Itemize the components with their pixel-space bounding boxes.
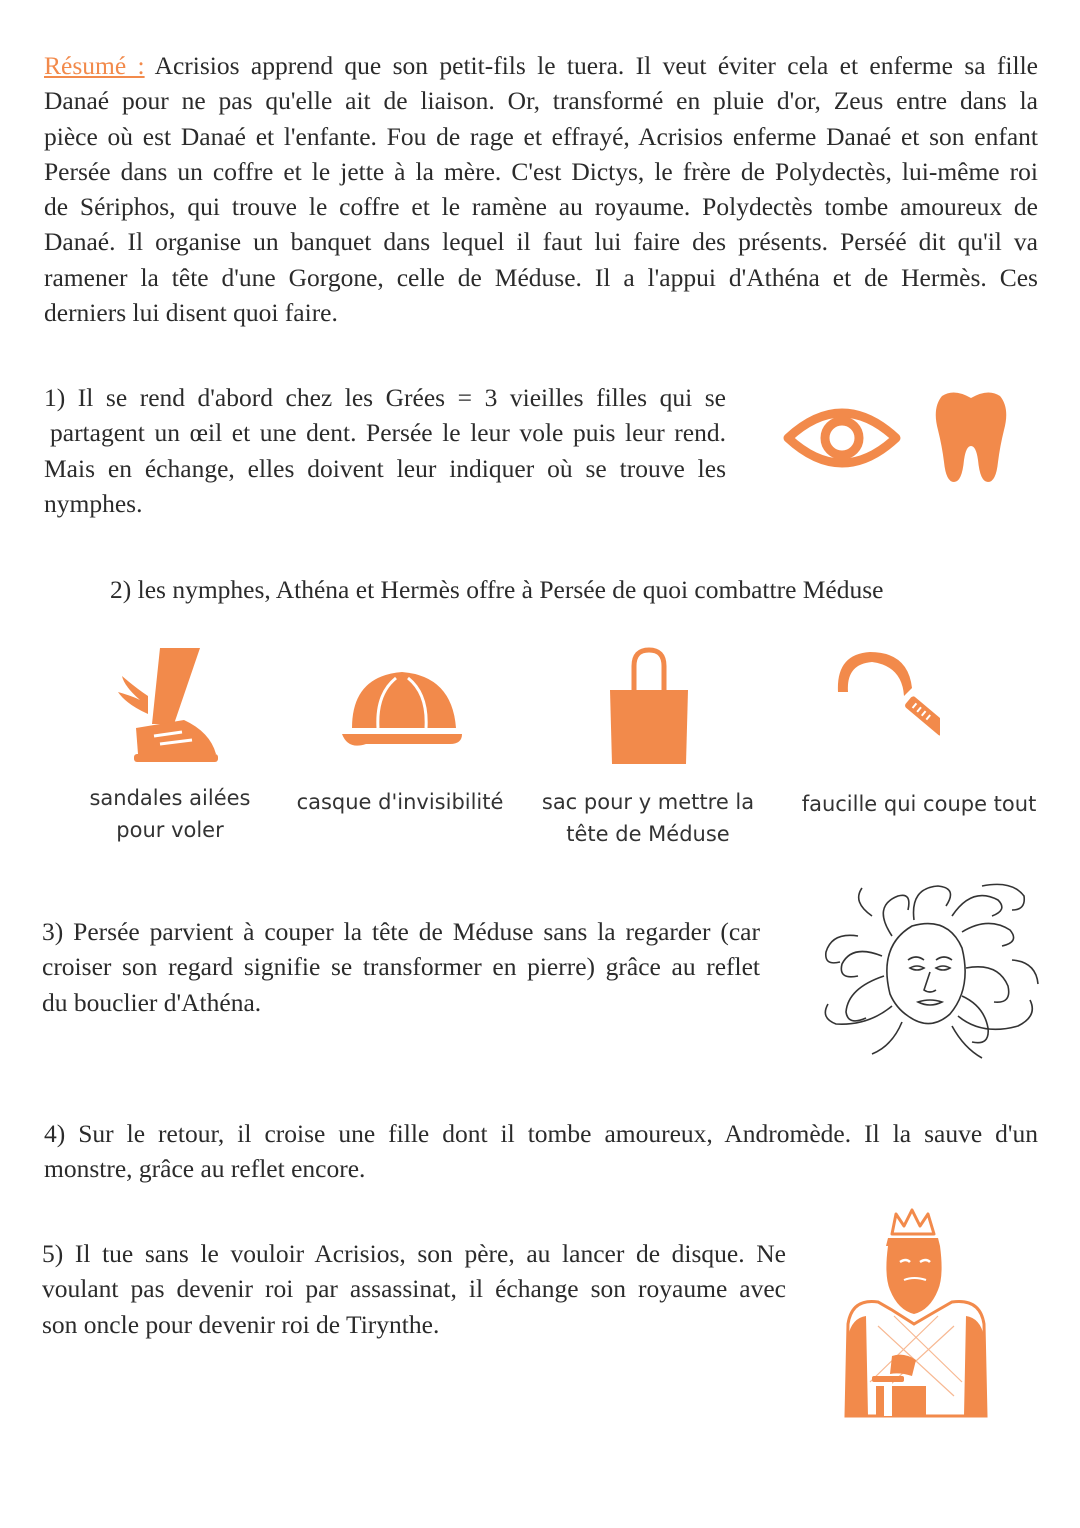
step-5-line-3: son oncle pour devenir roi de Tirynthe. [42, 1309, 440, 1339]
step-4-line-2: monstre, grâce au reflet encore. [44, 1154, 366, 1184]
summary-line-5: de Sériphos, qui trouve le coffre et le ramène au royaume. Polydectès tombe amoureux de [44, 192, 1038, 222]
step-5-line-2: voulant pas devenir roi par assassinat, il échange son royaume avec [42, 1274, 786, 1304]
king-icon [838, 1206, 994, 1420]
step-1-line-4: nymphes. [44, 488, 143, 518]
step-1-line-1: 1) Il se rend d'abord chez les Grées = 3 vieilles filles qui se [44, 383, 726, 412]
winged-sandal-icon [114, 644, 222, 768]
step-3-paragraph [42, 914, 760, 1020]
caption-sickle: faucille qui coupe tout [801, 792, 1037, 816]
step-5-paragraph [42, 1236, 786, 1342]
step-1-line-2: partagent un œil et une dent. Persée le leur vole puis leur rend. [50, 418, 726, 448]
summary-line-4: Persée dans un coffre et le jette à la mère. C'est Dictys, le frère de Polydectès, lui-même roi [44, 156, 1038, 186]
step-4-paragraph [44, 1116, 1038, 1187]
tooth-icon [934, 390, 1008, 486]
sickle-icon [826, 648, 940, 766]
medusa-icon [812, 876, 1042, 1062]
step-3-line-3: du bouclier d'Athéna. [42, 987, 262, 1017]
summary-paragraph [44, 48, 1038, 330]
caption-bag: sac pour y mettre la tête de Méduse [541, 790, 755, 846]
step-2-text: 2) les nymphes, Athéna et Hermès offre à Persée de quoi combattre Méduse [110, 575, 884, 604]
step-3-line-1: 3) Persée parvient à couper la tête de Méduse sans la regarder (car [42, 917, 760, 946]
summary-line-7: ramener la tête d'une Gorgone, celle de Méduse. Il a l'appui d'Athéna et de Hermès. Ces [44, 262, 1038, 292]
summary-line-3: pièce où est Danaé et l'enfante. Fou de rage et effrayé, Acrisios enferme Danaé et son enfant [44, 121, 1038, 151]
helmet-icon [338, 664, 466, 760]
summary-label: Résumé : [44, 51, 145, 80]
step-5-line-1: 5) Il tue sans le vouloir Acrisios, son père, au lancer de disque. Ne [42, 1239, 786, 1268]
summary-line-8: derniers lui disent quoi faire. [44, 298, 338, 328]
bag-icon [606, 646, 692, 766]
summary-line-2: Danaé pour ne pas qu'elle ait de liaison. Or, transformé en pluie d'or, Zeus entre dans la [44, 86, 1038, 116]
step-3-line-2: croiser son regard signifie se transformer en pierre) grâce au reflet [42, 952, 760, 982]
caption-sandals: sandales ailées pour voler [89, 786, 251, 842]
summary-line-1: Acrisios apprend que son petit-fils le tuera. Il veut éviter cela et enferme sa fille [154, 51, 1038, 80]
step-1-paragraph [44, 380, 726, 521]
step-4-line-1: 4) Sur le retour, il croise une fille dont il tombe amoureux, Andromède. Il la sauve d'un [44, 1119, 1038, 1148]
step-1-line-3: Mais en échange, elles doivent leur indiquer où se trouve les [44, 453, 726, 483]
summary-line-6: Danaé. Il organise un banquet dans lequel il faut lui faire des présents. Perséé dit qu'il va [44, 227, 1038, 257]
caption-helmet: casque d'invisibilité [296, 790, 504, 814]
eye-icon [782, 402, 902, 474]
